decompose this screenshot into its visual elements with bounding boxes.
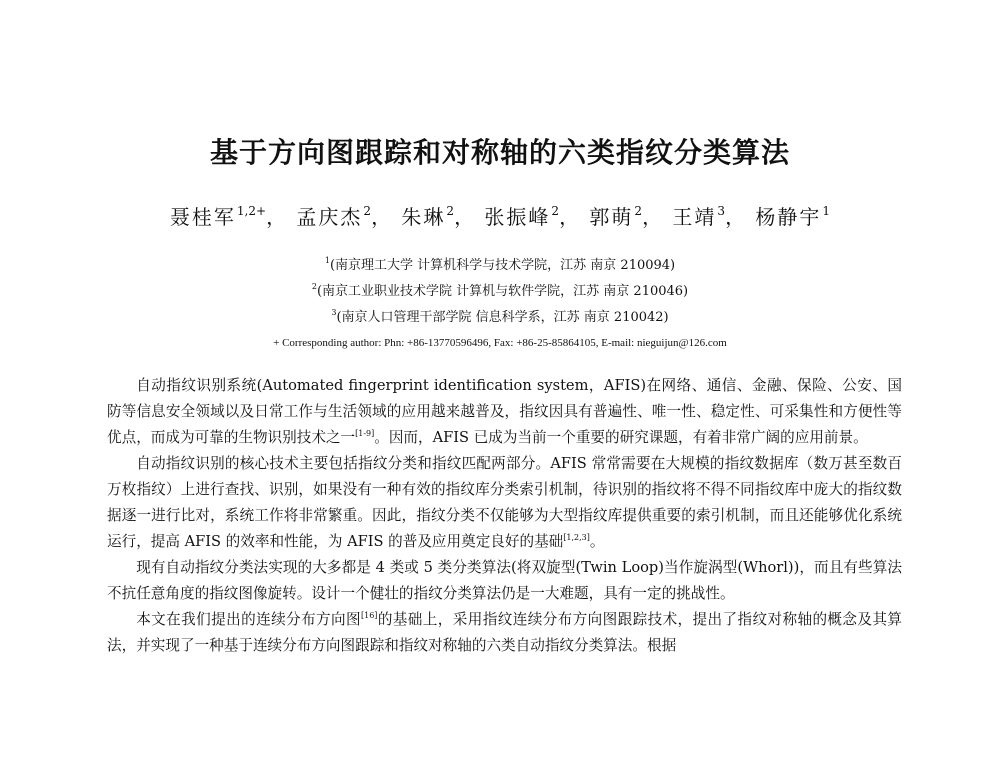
author: 朱琳$^2$， (401, 204, 477, 229)
author: 杨静宇$^1$ (755, 204, 831, 229)
paragraph: 现有自动指纹分类法实现的大多都是 4 类或 5 类分类算法(将双旋型(Twin Loop)当作旋涡型(Whorl))，而且有些算法不抗任意角度的指纹图像旋转。设计一个健壮的指纹分类算法仍是一大难题，具有一定的挑战性。 (107, 559, 902, 602)
paragraph: 本文在我们提出的连续分布方向图[16]的基础上，采用指纹连续分布方向图跟踪技术，提出了指纹对称轴的概念及其算法，并实现了一种基于连续分布方向图跟踪和指纹对称轴的六类自动指纹分类算法。根据 (107, 611, 902, 654)
citation: [16] (361, 611, 378, 620)
author: 郭萌$^2$， (589, 204, 665, 229)
citation: [1,2,3] (563, 533, 590, 542)
author: 孟庆杰$^2$， (296, 204, 394, 229)
author: 张振峰$^2$， (484, 204, 582, 229)
affiliation: $^2$(南京工业职业技术学院 计算机与软件学院，江苏 南京 210046) (311, 282, 689, 299)
paper-title: 基于方向图跟踪和对称轴的六类指纹分类算法 (209, 136, 790, 169)
author: 聂桂军$^{1,2+}$， (169, 204, 289, 229)
author: 王靖$^3$， (672, 204, 748, 229)
affiliation: $^3$(南京人口管理干部学院 信息科学系，江苏 南京 210042) (331, 308, 669, 325)
paragraph: 自动指纹识别系统(Automated fingerprint identification system，AFIS)在网络、通信、金融、保险、公安、国防等信息安全领域以及日常工作与生活领域的应用越来越普及，指纹因具有普遍性、唯一性、稳定性、可采集性和方便性等优点，而成为可靠的生物识别技术之一[1-9]。因而，AFIS 已成为当前一个重要的研究课题，有着非常广阔的应用前景。 (107, 377, 902, 446)
paragraph: 自动指纹识别的核心技术主要包括指纹分类和指纹匹配两部分。AFIS 常常需要在大规模的指纹数据库（数万甚至数百万枚指纹）上进行查找、识别，如果没有一种有效的指纹库分类索引机制，待识别的指纹将不得不同指纹库中庞大的指纹数据逐一进行比对，系统工作将非常繁重。因此，指纹分类不仅能够为大型指纹库提供重要的索引机制，而且还能够优化系统运行，提高 AFIS 的效率和性能，为 AFIS 的普及应用奠定良好的基础[1,2,3]。 (107, 455, 902, 550)
body-text (107, 373, 902, 659)
corresponding-author: + Corresponding author: Phn: +86-13770596496, Fax: +86-25-85864105, E-mail: nieguijun@126.com (273, 337, 727, 349)
affiliation: $^1$(南京理工大学 计算机科学与技术学院，江苏 南京 210094) (324, 256, 676, 273)
citation: [1-9] (355, 429, 375, 438)
author-list (0, 196, 1000, 232)
